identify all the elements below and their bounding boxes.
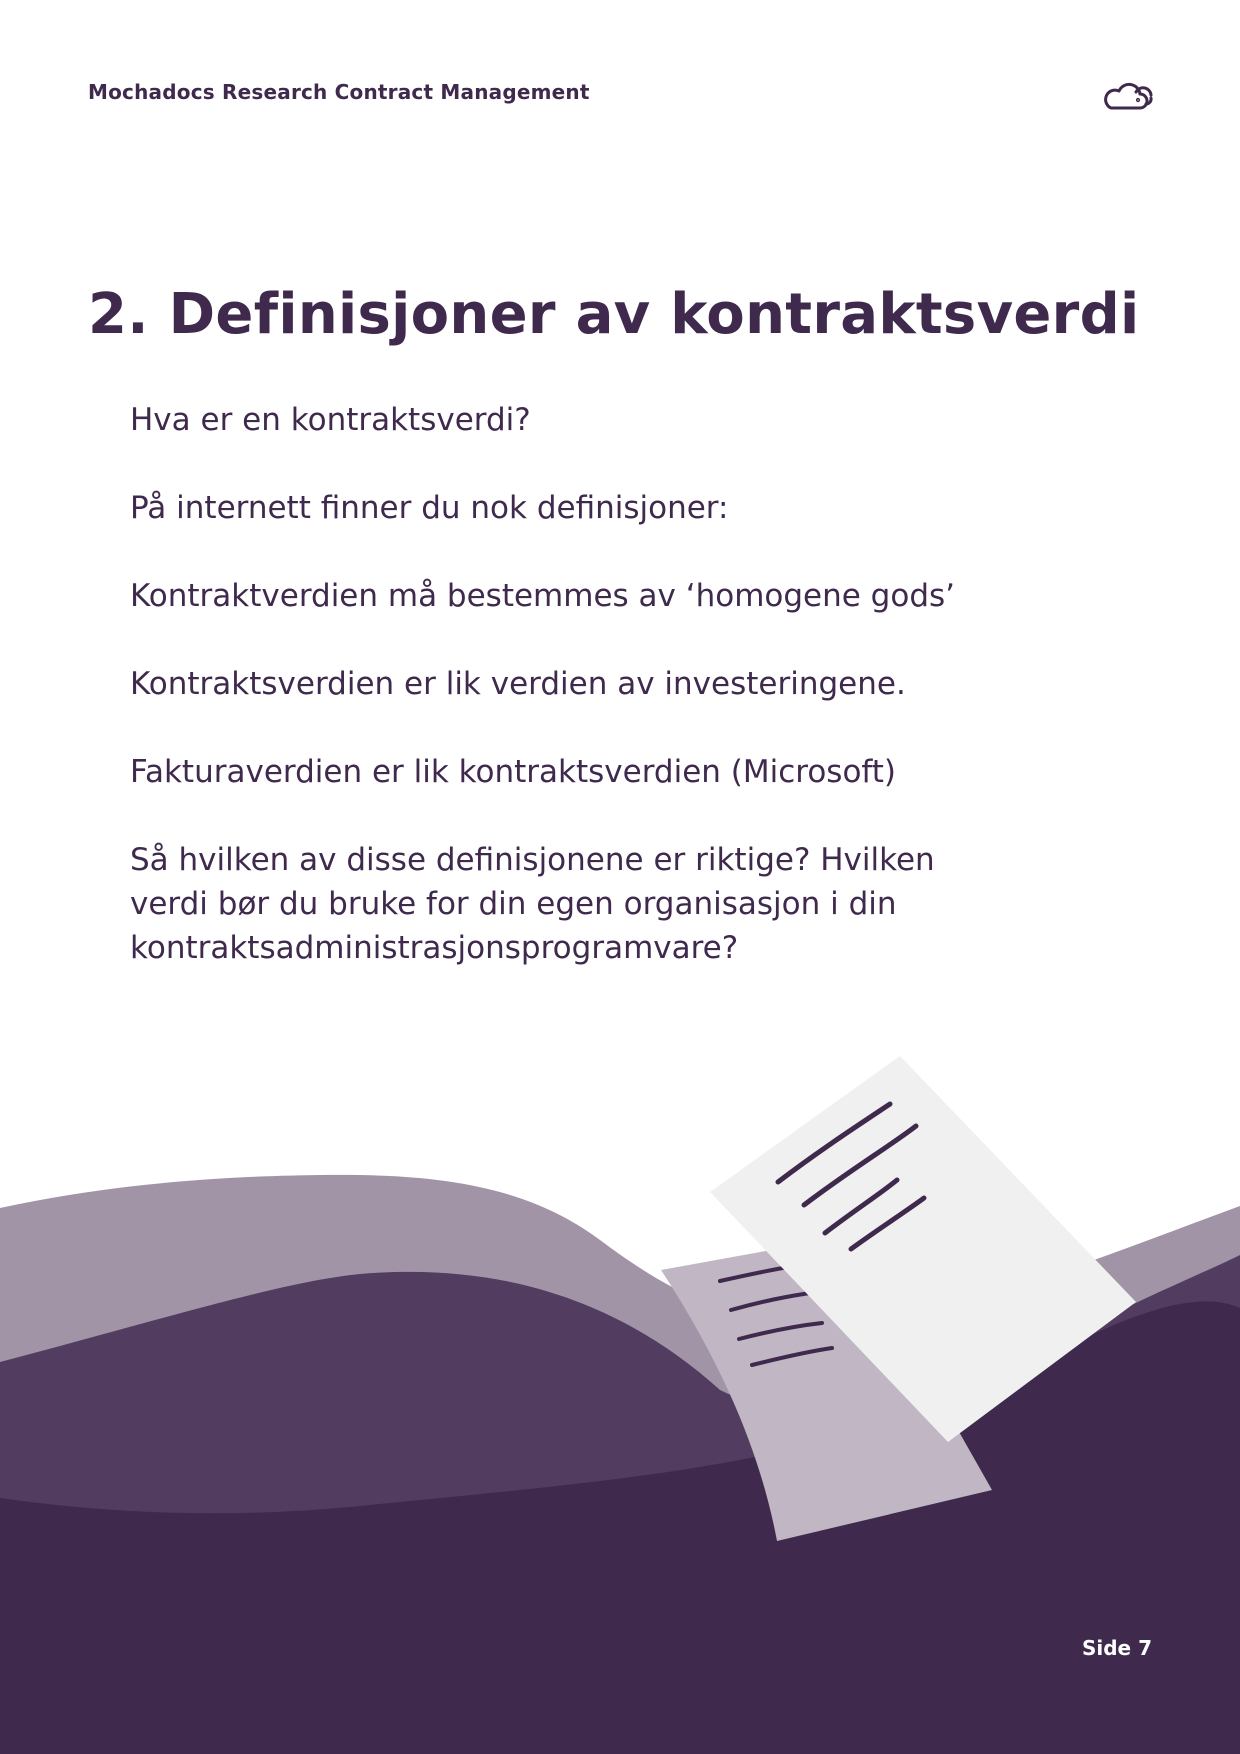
paragraph-intro: På internett finner du nok definisjoner: — [130, 490, 729, 526]
paragraph-definition-2: Kontraktsverdien er lik verdien av investeringene. — [130, 666, 906, 702]
paragraph-definition-3: Fakturaverdien er lik kontraktsverdien (Microsoft) — [130, 754, 897, 790]
paragraph-conclusion: Så hvilken av disse definisjonene er riktige? Hvilken verdi bør du bruke for din egen organisasjon i din kontraktsadministrasjonsprogramvare? — [130, 842, 935, 966]
paragraph-question: Hva er en kontraktsverdi? — [130, 402, 531, 438]
paragraph-definition-1: Kontraktverdien må bestemmes av ‘homogene gods’ — [130, 578, 956, 614]
header-title: Mochadocs Research Contract Management — [88, 80, 590, 104]
decorative-waves-illustration — [0, 1040, 1240, 1754]
page-number: Side 7 — [1081, 1636, 1152, 1660]
body-text — [130, 398, 1010, 1014]
page-title: 2. Definisjoner av kontraktsverdi — [88, 282, 1140, 347]
cloud-icon — [1102, 78, 1156, 114]
